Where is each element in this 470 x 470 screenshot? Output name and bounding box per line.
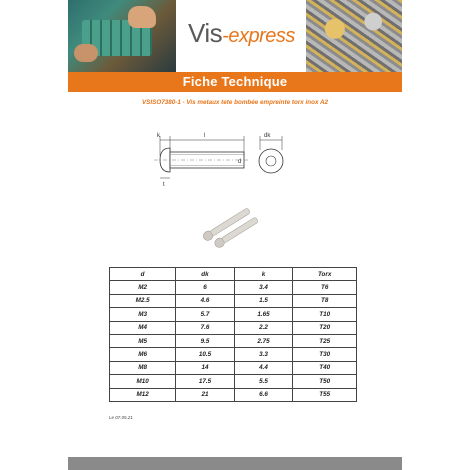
table-row xyxy=(110,321,357,334)
hand-image-2 xyxy=(74,44,98,62)
cell-k: 2.75 xyxy=(234,334,293,347)
cell-k: 1.65 xyxy=(234,308,293,321)
brand-name-part1: Vis xyxy=(188,18,223,48)
product-subtitle: VSISO7380-1 - Vis metaux tete bombée empreinte torx inox A2 xyxy=(141,99,329,106)
cell-torx: T50 xyxy=(293,375,357,388)
product-photo xyxy=(198,204,264,246)
cell-d: M2.5 xyxy=(110,294,176,307)
cell-torx: T8 xyxy=(293,294,357,307)
label-d: d xyxy=(238,159,242,165)
cell-k: 3.4 xyxy=(234,281,293,294)
label-l: l xyxy=(204,133,206,139)
cell-d: M8 xyxy=(110,361,176,374)
cell-k: 4.4 xyxy=(234,361,293,374)
table-row xyxy=(110,375,357,388)
cell-torx: T10 xyxy=(293,308,357,321)
cell-dk: 21 xyxy=(176,388,235,401)
header-photo-tools xyxy=(68,0,176,72)
cell-d: M4 xyxy=(110,321,176,334)
header-dk: dk xyxy=(176,268,235,281)
cell-dk: 10.5 xyxy=(176,348,235,361)
cell-d: M6 xyxy=(110,348,176,361)
technical-drawing xyxy=(158,130,308,192)
cell-d: M2 xyxy=(110,281,176,294)
cell-k: 5.5 xyxy=(234,375,293,388)
torx-recess xyxy=(266,156,276,166)
cell-d: M10 xyxy=(110,375,176,388)
cell-k: 6.6 xyxy=(234,388,293,401)
header-photo-screws xyxy=(306,0,402,72)
banner-title: Fiche Technique xyxy=(182,74,288,89)
cell-k: 3.3 xyxy=(234,348,293,361)
table-row xyxy=(110,281,357,294)
table-row xyxy=(110,334,357,347)
cell-torx: T6 xyxy=(293,281,357,294)
header-k: k xyxy=(234,268,293,281)
datasheet-page xyxy=(68,0,402,470)
cell-d: M5 xyxy=(110,334,176,347)
cell-torx: T30 xyxy=(293,348,357,361)
table-row xyxy=(110,361,357,374)
cell-dk: 9.5 xyxy=(176,334,235,347)
cell-d: M12 xyxy=(110,388,176,401)
header-torx: Torx xyxy=(293,268,357,281)
cell-dk: 17.5 xyxy=(176,375,235,388)
cell-k: 2.2 xyxy=(234,321,293,334)
table-row xyxy=(110,388,357,401)
brand-logo xyxy=(188,18,295,49)
hand-image xyxy=(128,6,156,28)
label-dk: dk xyxy=(264,133,271,139)
table-row xyxy=(110,294,357,307)
brand-name-part2: -express xyxy=(222,25,295,47)
cell-dk: 6 xyxy=(176,281,235,294)
label-k: k xyxy=(157,133,160,139)
cell-torx: T20 xyxy=(293,321,357,334)
cell-dk: 7.6 xyxy=(176,321,235,334)
table-row xyxy=(110,308,357,321)
cell-torx: T40 xyxy=(293,361,357,374)
cell-torx: T55 xyxy=(293,388,357,401)
label-t: t xyxy=(163,182,165,188)
table-header-row xyxy=(110,268,357,281)
cell-torx: T25 xyxy=(293,334,357,347)
cell-dk: 14 xyxy=(176,361,235,374)
cell-d: M3 xyxy=(110,308,176,321)
dimensions-table xyxy=(109,267,357,402)
table-row xyxy=(110,348,357,361)
date-note: Le 07.05.21 xyxy=(109,415,133,420)
cell-k: 1.5 xyxy=(234,294,293,307)
cell-dk: 4.6 xyxy=(176,294,235,307)
header-d: d xyxy=(110,268,176,281)
cell-dk: 5.7 xyxy=(176,308,235,321)
footer-bar xyxy=(68,457,402,470)
